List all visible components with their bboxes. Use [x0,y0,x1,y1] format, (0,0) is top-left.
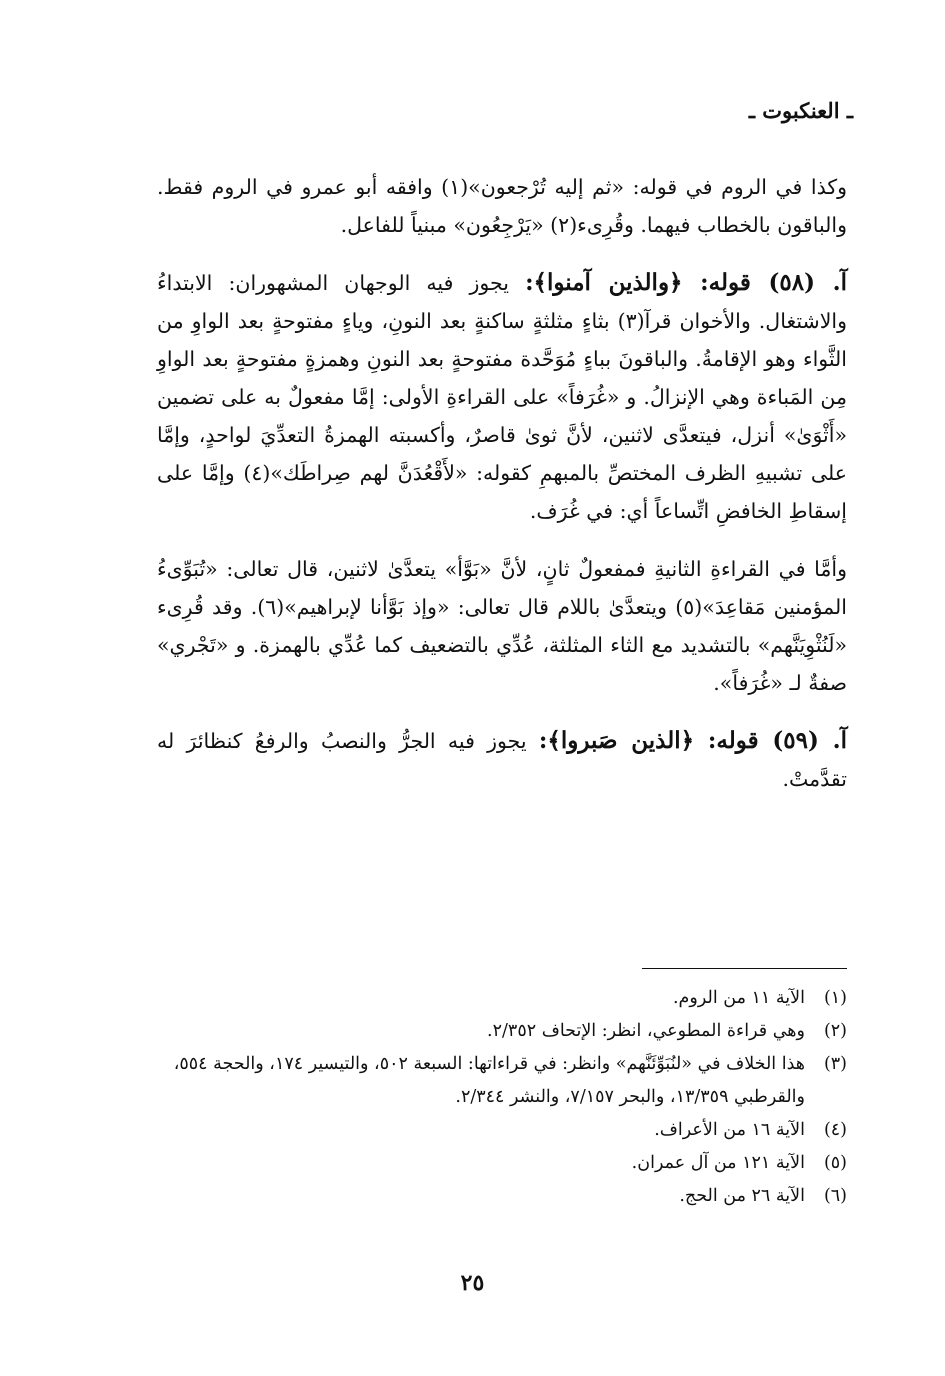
paragraph-2 [157,264,847,530]
paragraph-3: وأمَّا في القراءةِ الثانيةِ فمفعولٌ ثانٍ، لأنَّ «بَوَّأ» يتعدَّىٰ لاثنين، قال تعالى: «تُبَوِّىءُ المؤمنين مَقاعِدَ»(٥) ويتعدَّىٰ باللام قال تعالى: «وإذ بَوَّأنا لإبراهيم»(٦). وقد قُرِىء «لَنُثْوِيَنَّهم» بالتشديد مع الثاء المثلثة، عُدِّي بالتضعيف كما عُدِّي بالهمزة. و «تَجْري» صفةٌ لـ «غُرَفاً». [157,557,847,695]
running-header: ـ العنكبوت ـ [748,98,853,123]
footnote-text: الآية ١١ من الروم. [672,988,805,1008]
paragraph-2-body: يجوز فيه الوجهان المشهوران: الابتداءُ والاشتغال. والأخوان قرآ(٣) بثاءٍ مثلثةٍ ساكنةٍ بعد النونِ، وياءٍ مفتوحةٍ بعد الواوِ من الثَّواء وهو الإقامةُ. والباقونَ بباءٍ مُوَحَّدة مفتوحةٍ بعد النونِ وهمزةٍ مفتوحةٍ بعد الواوِ مِن المَباءة وهي الإنزالُ. و «غُرَفاً» على القراءةِ الأولى: إمَّا مفعولٌ به على تضمين «أَثْوَىٰ» أنزل، فيتعدَّى لاثنين، لأنَّ ثوىٰ قاصرٌ، وأكسبته الهمزةُ التعدِّيَ لواحدٍ، وإمَّا على تشبيهِ الظرف المختصِّ بالمبهمِ كقوله: «لأَقْعُدَنَّ لهم صِراطَك»(٤) وإمَّا على إسقاطِ الخافضِ اتِّساعاً أي: في غُرَف. [157,271,847,523]
footnote [107,1114,847,1147]
paragraph-4 [157,722,847,798]
footnote-text: الآية ١٢١ من آل عمران. [631,1153,805,1173]
footnote [107,1180,847,1213]
paragraph-1: وكذا في الروم في قوله: «ثم إليه تُرْجعون»(١) وافقه أبو عمرو في الروم فقط. والباقون بالخطاب فيهما. وقُرِىء(٢) «يَرْجِعُون» مبنياً للفاعل. [157,175,848,237]
footnote [107,1147,847,1180]
footnote-text: وهي قراءة المطوعي، انظر: الإتحاف ٢/٣٥٢. [487,1021,805,1041]
main-text [157,168,847,798]
page-number: ٢٥ [460,1270,485,1296]
footnote-number: (٤) [823,1120,847,1140]
footnote-separator [642,968,847,969]
footnote [107,1015,847,1048]
footnote-text: الآية ١٦ من الأعراف. [654,1120,805,1140]
footnote [107,982,847,1015]
footnote-number: (١) [823,988,847,1008]
footnote-text: الآية ٢٦ من الحج. [679,1186,805,1206]
footnote-number: (٢) [823,1021,847,1041]
verse-heading-59: آ. (٥٩) قوله: ﴿الذين صَبروا﴾: [538,727,847,754]
footnote-number: (٣) [823,1054,847,1074]
paragraph-4-body: يجوز فيه الجرُّ والنصبُ والرفعُ كنظائرَ له تقدَّمتْ. [157,729,847,791]
footnote-number: (٦) [823,1186,847,1206]
verse-heading-58: آ. (٥٨) قوله: ﴿والذين آمنوا﴾: [525,269,847,296]
footnotes [107,982,847,1213]
footnote-number: (٥) [823,1153,847,1173]
footnote [107,1048,847,1114]
footnote-text: هذا الخلاف في «لنُبَوِّئَنَّهم» وانظر: في قراءاتها: السبعة ٥٠٢، والتيسير ١٧٤، والحجة ٥٥٤، والقرطبي ١٣/٣٥٩، والبحر ٧/١٥٧، والنشر ٢/٣٤٤. [173,1054,805,1107]
